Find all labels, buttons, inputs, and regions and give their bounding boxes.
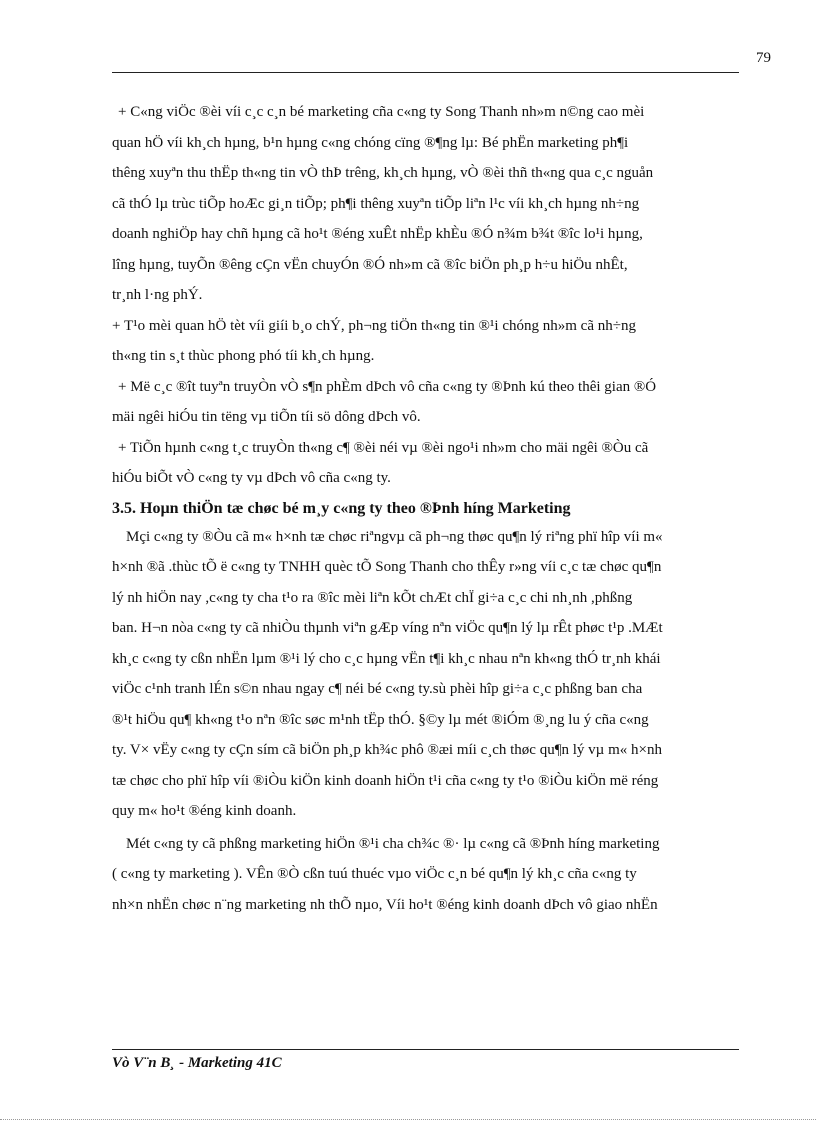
text-line: nh×n nhËn chøc n¨ng marketing nh thÕ nµo, Víi ho¹t ®éng kinh doanh dÞch vô giao nhËn <box>112 896 658 913</box>
text-line: hiÓu biÕt vÒ c«ng ty vµ dÞch vô cña c«ng ty. <box>112 470 391 486</box>
text-line: viÖc c¹nh tranh lÉn s©n nhau ngay c¶ néi bé c«ng ty.sù phèi hîp gi÷a c¸c phßng ban cha <box>112 681 643 697</box>
text-line: kh¸c c«ng ty cßn nhËn lµm ®¹i lý cho c¸c hµng vËn t¶i kh¸c nhau nªn kh«ng thÓ tr¸nh khái <box>112 650 661 667</box>
text-line: ty. V× vËy c«ng ty cÇn sím cã biÖn ph¸p kh¾c phô ®æi míi c¸ch thøc qu¶n lý vµ m« h×nh <box>112 742 662 758</box>
text-line: ®¹t hiÖu qu¶ kh«ng t¹o nªn ®îc søc m¹nh tËp thÓ. §©y lµ mét ®iÓm ®¸ng lu ý cña c«ng <box>112 711 649 728</box>
text-line: doanh nghiÖp hay chñ hµng cã ho¹t ®éng xuÊt nhËp khÈu ®Ó n¾m b¾t ®îc lo¹i hµng, <box>112 226 643 242</box>
text-line: Mçi c«ng ty ®Òu cã m« h×nh tæ chøc riªngvµ cã ph¬ng thøc qu¶n lý riªng phï hîp víi m« <box>126 528 663 545</box>
text-line: tæ chøc cho phï hîp víi ®iÒu kiÖn kinh doanh hiÖn t¹i cña c«ng ty t¹o ®iÒu kiÖn më réng <box>112 772 659 789</box>
header-rule <box>112 72 739 73</box>
footer-author: Vò V¨n B¸ - Marketing 41C <box>112 1055 282 1071</box>
text-line: thêng xuyªn thu thËp th«ng tin vÒ thÞ trêng, kh¸ch hµng, vÒ ®èi thñ th«ng qua c¸c nguån <box>112 165 654 181</box>
text-line: h×nh ®ã .thùc tÕ ë c«ng ty TNHH quèc tÕ Song Thanh cho thÊy r»ng víi c¸c tæ chøc qu¶n <box>112 559 662 575</box>
text-line: + T¹o mèi quan hÖ tèt víi giíi b¸o chÝ, ph¬ng tiÖn th«ng tin ®¹i chóng nh»m cã nh÷ng <box>112 317 636 334</box>
text-line: + TiÕn hµnh c«ng t¸c truyÒn th«ng c¶ ®èi néi vµ ®èi ngo¹i nh»m cho mäi ngêi ®Òu cã <box>118 439 649 456</box>
section-heading: 3.5. Hoµn thiÖn tæ chøc bé m¸y c«ng ty theo ®Þnh híng Marketing <box>112 499 571 517</box>
body-text <box>112 97 762 920</box>
text-line: quy m« ho¹t ®éng kinh doanh. <box>112 803 297 819</box>
text-line: lîng hµng, tuyÕn ®êng cÇn vËn chuyÓn ®Ó nh»m cã ®îc biÖn ph¸p h÷u hiÖu nhÊt, <box>112 256 628 273</box>
text-line: lý nh hiÖn nay ,c«ng ty cha t¹o ra ®îc mèi liªn kÕt chÆt chÏ gi÷a c¸c chi nh¸nh ,phßng <box>112 589 633 606</box>
footer-rule <box>112 1049 739 1050</box>
text-line: + Më c¸c ®ît tuyªn truyÒn vÒ s¶n phÈm dÞch vô cña c«ng ty ®Þnh kú theo thêi gian ®Ó <box>118 378 657 395</box>
text-line: ( c«ng ty marketing ). VÊn ®Ò cßn tuú thuéc vµo viÖc c¸n bé qu¶n lý kh¸c cña c«ng ty <box>112 866 637 882</box>
text-line: Mét c«ng ty cã phßng marketing hiÖn ®¹i cha ch¾c ®· lµ c«ng cã ®Þnh híng marketing <box>126 835 660 852</box>
text-line: quan hÖ víi kh¸ch hµng, b¹n hµng c«ng chóng cïng ®¶ng lµ: Bé phËn marketing ph¶i <box>112 134 629 151</box>
page-edge <box>0 1119 816 1120</box>
text-line: mäi ngêi hiÓu tin tëng vµ tiÕn tíi sö dông dÞch vô. <box>112 409 421 425</box>
text-line: cã thÓ lµ trùc tiÕp hoÆc gi¸n tiÕp; ph¶i thêng xuyªn tiÕp liªn l¹c víi kh¸ch hµng nh÷ng <box>112 195 640 212</box>
text-line: tr¸nh l·ng phÝ. <box>112 287 203 303</box>
text-line: + C«ng viÖc ®èi víi c¸c c¸n bé marketing cña c«ng ty Song Thanh nh»m n©ng cao mèi <box>118 104 645 120</box>
page-number: 79 <box>756 50 771 66</box>
text-line: ban. H¬n nòa c«ng ty cã nhiÒu thµnh viªn gÆp víng nªn viÖc qu¶n lý lµ rÊt phøc t¹p .MÆt <box>112 620 663 636</box>
text-line: th«ng tin s¸t thùc phong phó tíi kh¸ch hµng. <box>112 348 375 364</box>
